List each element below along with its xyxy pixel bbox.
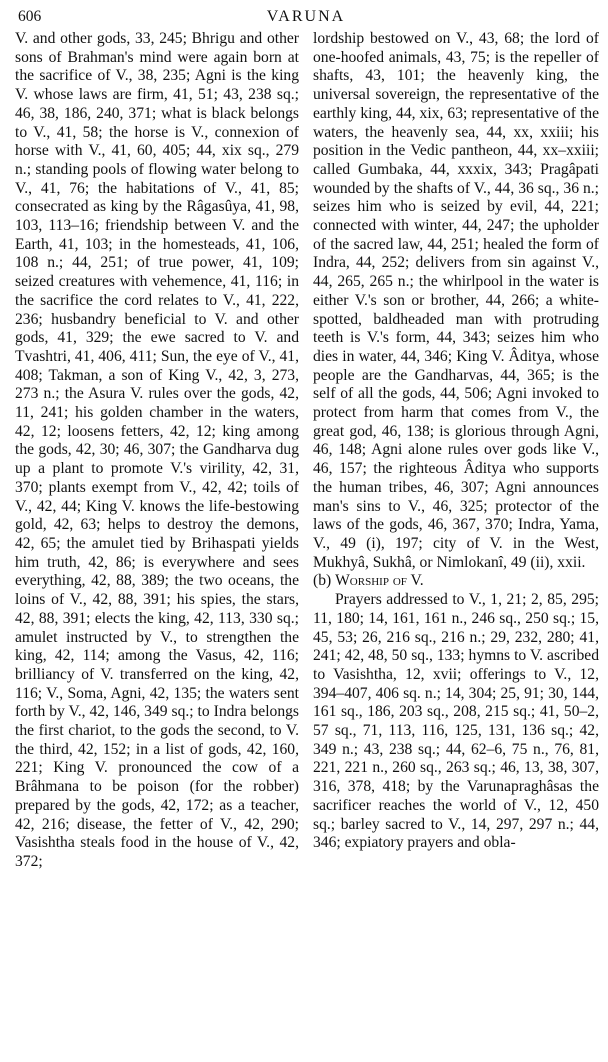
right-column xyxy=(313,30,599,853)
left-column-text: V. and other gods, 33, 245; Bhrigu and other sons of Brahman's mind were again born at the sacrifice of V., 38, 235; Agni is the king V. whose laws are firm, 41, 51; 43, 238 sq.; 46, 38, 186, 240, 371; what is black belongs to V., 41, 58; the horse is V., connexion of horse with V., 41, 60, 405; 44, xix sq., 279 n.; standing pools of flowing water belong to V., 41, 76; the habitations of V., 41, 85; consecrated as king by the Râgasûya, 41, 98, 103, 113–16; friendship between V. and the Earth, 41, 103; in the homesteads, 41, 106, 108 n.; 44, 251; of true power, 41, 109; seized creatures with vehemence, 41, 116; in the sacrifice the cord relates to V., 41, 222, 236; husbandry beneficial to V. and other gods, 41, 329; the ewe sacred to V. and Tvashtri, 41, 406, 411; Sun, the eye of V., 41, 408; Takman, a son of King V., 42, 3, 273, 273 n.; the Asura V. rules over the gods, 42, 11, 241; his golden chamber in the waters, 42, 12; loosens fetters, 42, 12; king among the gods, 42, 30; 46, 307; the Gandharva dug up a plant to promote V.'s virility, 42, 31, 370; plants exempt from V., 42, 42; toils of V., 42, 44; King V. knows the life-bestowing gold, 42, 63; helps to destroy the demons, 42, 65; the amulet tied by Brihaspati yields him truth, 42, 86; is everywhere and sees everything, 42, 88, 389; the two oceans, the loins of V., 42, 88, 391; his spies, the stars, 42, 88, 391; elects the king, 42, 113, 330 sq.; amulet instructed by V., to strengthen the king, 42, 114; among the Vasus, 42, 116; brilliancy of V. transferred on the king, 42, 116; V., Soma, Agni, 42, 135; the waters sent forth by V., 42, 146, 349 sq.; to Indra belongs the first chariot, to the gods the second, to V. the third, 42, 152; in a list of gods, 42, 160, 221; King V. pronounced the cow of a Brâhmana to be poison (for the robber) prepared by the gods, 42, 172; as a teacher, 42, 216; disease, the fetter of V., 42, 290; Vasishtha steals food in the house of V., 42, 372; xyxy=(15,30,299,870)
section-heading-worship xyxy=(313,572,599,591)
section-title: Worship of V. xyxy=(335,572,424,590)
right-column-text-continued: lordship bestowed on V., 43, 68; the lord of one-hoofed animals, 43, 75; is the repeller of shafts, 43, 101; the heavenly king, the universal sovereign, the representative of the earthly king, 44, xix, 63; representative of the waters, the heavenly sea, 44, xx, xxiii; his position in the Vedic pantheon, 44, xx–xxiii; called Gumbaka, 44, xxxix, 343; Pragâpati wounded by the shafts of V., 44, 36 sq., 36 n.; seizes him who is seized by evil, 44, 221; connected with winter, 44, 247; the upholder of the sacred law, 44, 251; healed the form of Indra, 44, 252; delivers from sin against V., 44, 265, 265 n.; the whirlpool in the water is either V.'s son or brother, 44, 266; a white-spotted, baldheaded man with protruding teeth is V.'s form, 44, 343; seizes him who dies in water, 44, 346; King V. Âditya, whose people are the Gandharvas, 44, 365; is the self of all the gods, 44, 506; Agni invoked to protect from harm that comes from V., the great god, 46, 138; is glorious through Agni, 46, 148; Agni alone rules over gods like V., 46, 157; the righteous Âditya who supports the human tribes, 46, 307; Agni announces man's sins to V., 46, 325; protector of the laws of the gods, 46, 367, 370; Indra, Yama, V., 49 (i), 197; city of V. in the West, Mukhyâ, Sukhâ, or Nimlokanî, 49 (ii), xxii. xyxy=(313,30,599,571)
running-title: VARUNA xyxy=(266,8,346,25)
page-number: 606 xyxy=(18,8,42,25)
section-label: (b) xyxy=(313,572,332,590)
page-header xyxy=(18,6,594,30)
left-column xyxy=(15,30,299,872)
worship-entry-text: Prayers addressed to V., 1, 21; 2, 85, 295; 11, 180; 14, 161, 161 n., 246 sq., 250 sq.; 15, 45, 53; 26, 216 sq., 216 n.; 29, 232, 280; 41, 241; 42, 48, 50 sq., 133; hymns to V. ascribed to Vasishtha, 12, xvii; offerings to V., 12, 394–407, 406 sq. n.; 14, 304; 25, 91; 30, 144, 161 sq., 186, 203 sq., 208, 215 sq.; 41, 50–2, 57 sq., 71, 113, 116, 125, 131, 136 sq.; 42, 349 n.; 43, 238 sq.; 44, 62–6, 75 n., 76, 81, 221, 221 n., 260 sq., 263 sq.; 46, 13, 38, 307, 316, 378, 418; by the Varunapraghâsas the sacrificer reaches the world of V., 12, 450 sq.; barley sacred to V., 14, 297, 297 n.; 44, 346; expiatory prayers and obla- xyxy=(313,591,599,852)
